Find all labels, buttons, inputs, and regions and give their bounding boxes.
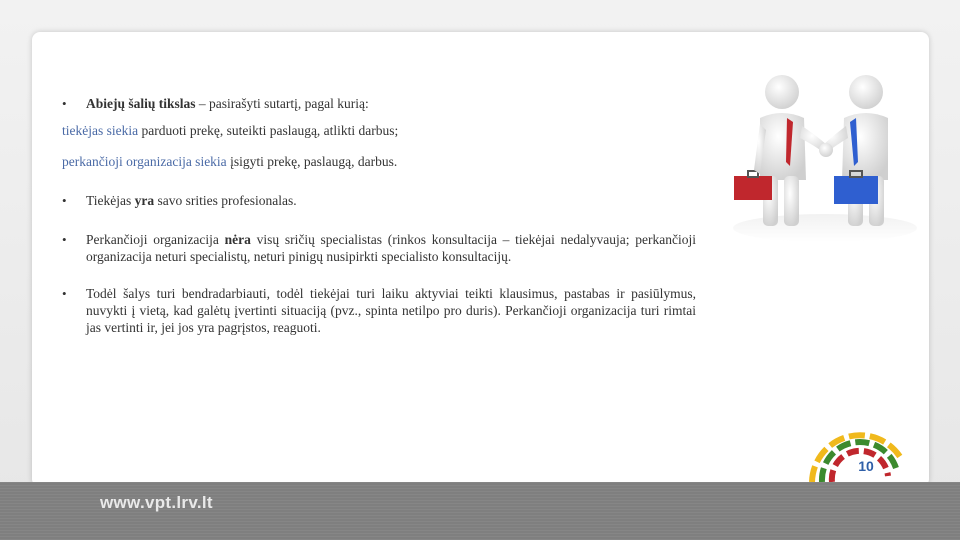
bullet-buyer-pre: Perkančioji organizacija bbox=[86, 232, 225, 247]
supplier-goal-text: parduoti prekę, suteikti paslaugą, atlikti darbus; bbox=[138, 123, 399, 138]
bullet-buyer-bold: nėra bbox=[224, 232, 251, 247]
buyer-goal-line bbox=[60, 153, 696, 170]
slide-content bbox=[60, 95, 696, 336]
bullet-marker: • bbox=[62, 96, 67, 111]
bullet-supplier-pre: Tiekėjas bbox=[86, 193, 135, 208]
bullet-supplier-bold: yra bbox=[134, 193, 155, 208]
bullet-supplier-pro bbox=[60, 192, 696, 209]
buyer-goal-text: įsigyti prekę, paslaugą, darbus. bbox=[226, 154, 398, 169]
bullet-goal-text: – pasirašyti sutartį, pagal kurią: bbox=[195, 96, 369, 111]
bullet-goal bbox=[60, 95, 696, 112]
bullet-cooperation bbox=[60, 285, 696, 336]
handshake-illustration bbox=[730, 70, 920, 250]
bullet-marker: • bbox=[62, 193, 67, 208]
buyer-goal-accent: perkančioji organizacija siekia bbox=[62, 154, 227, 169]
bullet-cooperation-text: Todėl šalys turi bendradarbiauti, todėl tiekėjai turi laiku aktyviai teikti klausimus, pastabas ir pasiūlymus, nuvykti į vietą, kad galėtų įvertinti situaciją (pvz., spinta netilpo pro duris). Perkančioji organizacija turi rimtai jas vertinti ir, jei jos yra pagrįstos, reaguoti. bbox=[86, 286, 696, 335]
bullet-buyer-post: visų sričių specialistas (rinkos konsultacija – tiekėjai nedalyvauja; perkančioji organizacija neturi specialistų, neturi pinigų nusipirkti specialisto konsultacijų. bbox=[86, 232, 696, 264]
bullet-supplier-post: savo srities profesionalas. bbox=[154, 193, 297, 208]
tricolor-arc-logo bbox=[802, 422, 917, 484]
page-number: 10 bbox=[858, 458, 874, 474]
bullet-marker: • bbox=[62, 232, 67, 247]
supplier-goal-accent: tiekėjas siekia bbox=[62, 123, 139, 138]
bullet-goal-bold: Abiejų šalių tikslas bbox=[86, 96, 196, 111]
footer-url[interactable]: www.vpt.lrv.lt bbox=[100, 493, 213, 512]
supplier-goal-line bbox=[60, 122, 696, 139]
bullet-buyer-not-specialist bbox=[60, 231, 696, 265]
bullet-marker: • bbox=[62, 286, 67, 301]
